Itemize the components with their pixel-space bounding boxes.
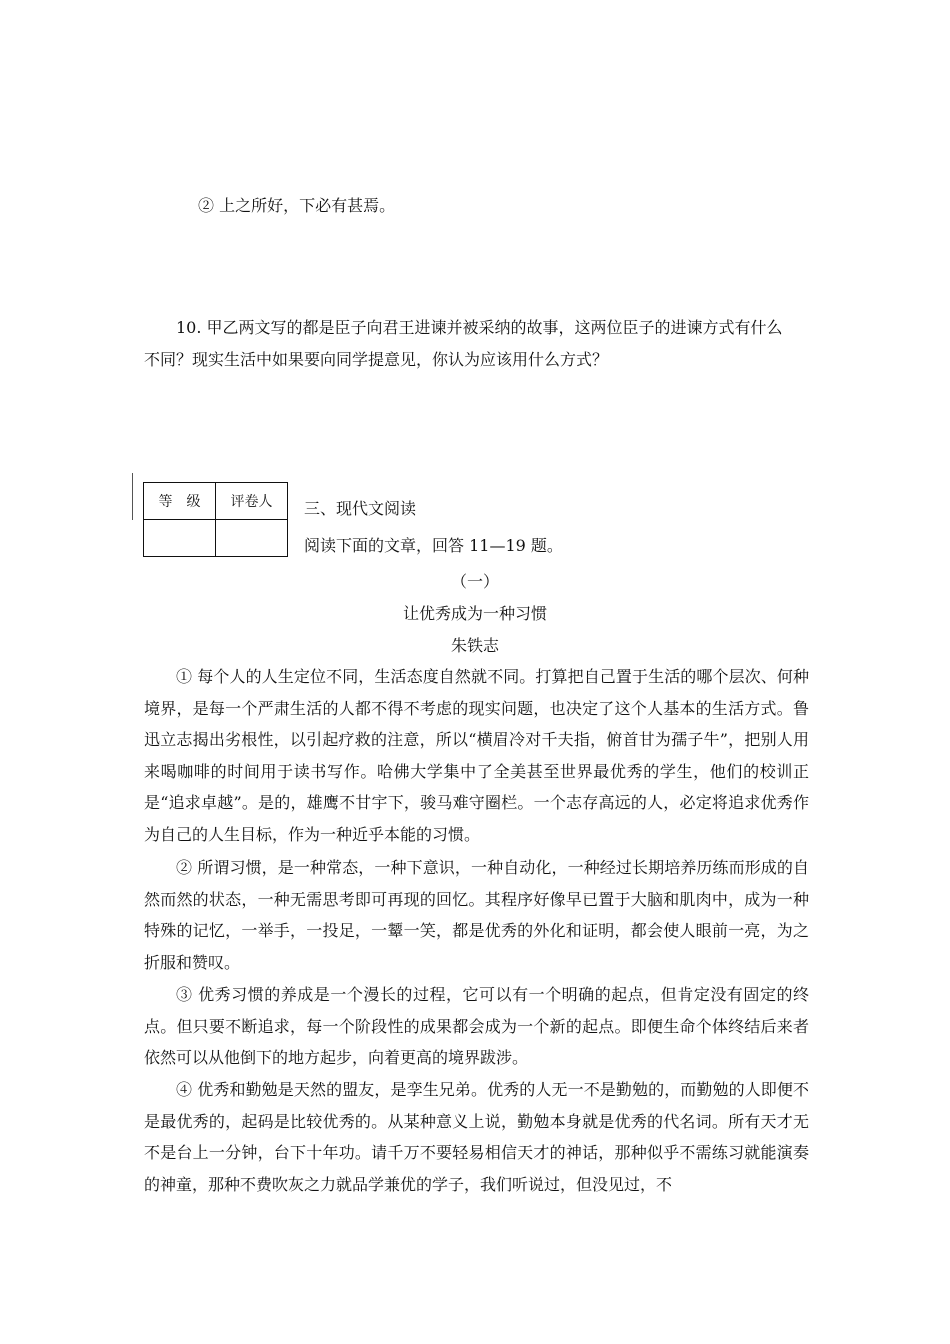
article-title: 让优秀成为一种习惯 [402, 604, 547, 623]
article-paragraph-1: ① 每个人的人生定位不同，生活态度自然就不同。打算把自己置于生活的哪个层次、何种境界，是每一个严肃生活的人都不得不考虑的现实问题，也决定了这个人基本的生活方式。鲁迅立志揭出劣根性，以引起疗救的注意，所以“横眉冷对千夫指，俯首甘为孺子牛”，把别人用来喝咖啡的时间用于读书写作。哈佛大学集中了全美甚至世界最优秀的学生，他们的校训正是“追求卓越”。是的，雄鹰不甘宇下，骏马难守圈栏。一个志存高远的人，必定将追求优秀作为自己的人生目标，作为一种近乎本能的习惯。 [144, 667, 809, 844]
grade-cell[interactable] [144, 520, 216, 557]
margin-mark [132, 473, 133, 520]
section-title: 三、现代文阅读 [304, 499, 417, 518]
question-9-item-2: ② 上之所好，下必有甚焉。 [198, 196, 396, 215]
question-10-line-2: 不同？现实生活中如果要向同学提意见，你认为应该用什么方式？ [144, 350, 609, 369]
grader-cell[interactable] [216, 520, 288, 557]
section-instruction: 阅读下面的文章，回答 11—19 题。 [304, 536, 563, 555]
article-author: 朱铁志 [450, 636, 499, 655]
article-paragraph-4: ④ 优秀和勤勉是天然的盟友，是孪生兄弟。优秀的人无一不是勤勉的，而勤勉的人即便不是最优秀的，起码是比较优秀的。从某种意义上说，勤勉本身就是优秀的代名词。所有天才无不是台上一分钟，台下十年功。请千万不要轻易相信天才的神话，那种似乎不需练习就能演奏的神童，那种不费吹灰之力就品学兼优的学子，我们听说过，但没见过，不 [144, 1080, 809, 1194]
grade-header: 等 级 [144, 483, 216, 520]
question-10-line-1: 10. 甲乙两文写的都是臣子向君王进谏并被采纳的故事，这两位臣子的进谏方式有什么 [176, 318, 783, 337]
article-paragraph-2: ② 所谓习惯，是一种常态，一种下意识，一种自动化，一种经过长期培养历练而形成的自然而然的状态，一种无需思考即可再现的回忆。其程序好像早已置于大脑和肌肉中，成为一种特殊的记忆，一举手，一投足，一颦一笑，都是优秀的外化和证明，都会使人眼前一亮，为之折服和赞叹。 [144, 858, 809, 972]
grader-header: 评卷人 [216, 483, 288, 520]
grade-table [143, 482, 288, 557]
article-part: （一） [450, 572, 499, 591]
article-paragraph-3: ③ 优秀习惯的养成是一个漫长的过程，它可以有一个明确的起点，但肯定没有固定的终点。但只要不断追求，每一个阶段性的成果都会成为一个新的起点。即便生命个体终结后来者依然可以从他倒下的地方起步，向着更高的境界跋涉。 [144, 985, 809, 1067]
